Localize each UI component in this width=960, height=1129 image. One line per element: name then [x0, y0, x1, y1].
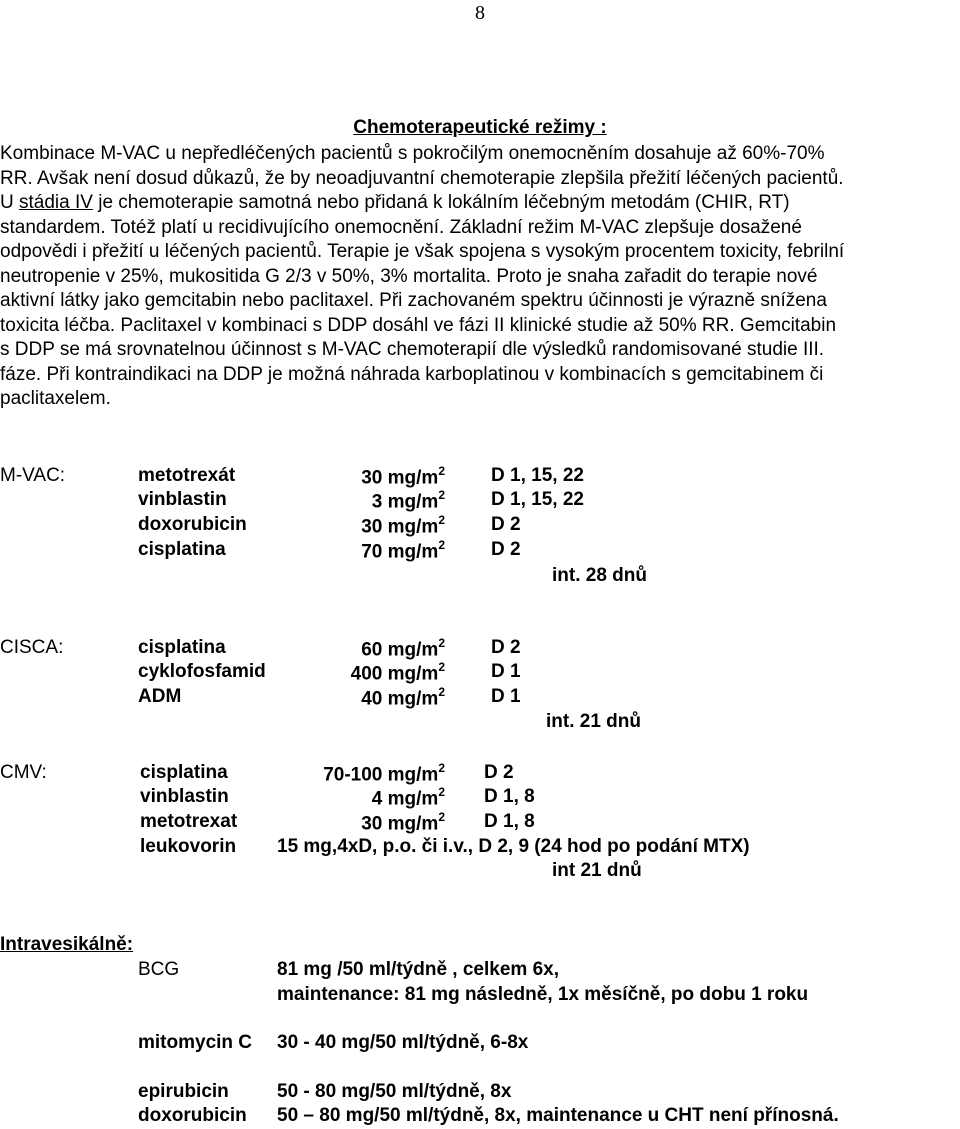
- drug-day: D 1: [491, 686, 521, 707]
- drug-day: D 2: [491, 539, 521, 560]
- drug-name: epirubicin: [138, 1081, 229, 1102]
- drug-dose: 4 $mg/m^2$: [371, 785, 445, 810]
- paragraph-line: paclitaxelem.: [0, 388, 111, 409]
- regimen-interval: int. 21 dnů: [546, 711, 641, 732]
- drug-name: vinblastin: [140, 786, 229, 807]
- drug-name: metotrexát: [138, 465, 236, 486]
- section-heading: Chemoterapeutické režimy :: [353, 117, 607, 138]
- drug-day: D 1, 15, 22: [491, 465, 584, 486]
- regimen-label: CISCA:: [0, 637, 64, 658]
- regimen-interval: int. 28 dnů: [552, 565, 647, 586]
- paragraph-line: toxicita léčba. Paclitaxel v kombinaci s DDP dosáhl ve fázi II klinické studie až 50% RR. Gemcitabin: [0, 314, 837, 336]
- drug-dosage: maintenance: 81 mg následně, 1x měsíčně, po dobu 1 roku: [277, 984, 809, 1005]
- drug-name: leukovorin: [140, 836, 237, 857]
- paragraph-line: U stádia IV je chemoterapie samotná nebo přidaná k lokálním léčebným metodám (CHIR, RT): [0, 192, 790, 213]
- drug-dosage: 30 - 40 mg/50 ml/týdně, 6-8x: [277, 1032, 529, 1053]
- drug-dose: 15 mg,4xD, p.o. či i.v., D 2, 9 (24 hod po podání MTX): [277, 836, 750, 857]
- drug-name: ADM: [138, 686, 182, 707]
- paragraph-line: s DDP se má srovnatelnou účinnost s M-VAC chemoterapií dle výsledků randomisované studie III.: [0, 339, 825, 360]
- drug-dose: 30 $mg/m^2$: [361, 464, 445, 489]
- drug-name: cisplatina: [138, 539, 226, 560]
- drug-day: D 1, 8: [484, 811, 535, 832]
- drug-name: doxorubicin: [138, 1105, 247, 1126]
- regimen-label: CMV:: [0, 762, 47, 783]
- paragraph-line: standardem. Totéž platí u recidivujícího onemocnění. Základní režim M-VAC zlepšuje dosažené: [0, 216, 802, 238]
- drug-dose: 40 $mg/m^2$: [361, 685, 445, 710]
- drug-name: cyklofosfamid: [138, 661, 266, 682]
- intro-paragraph: [0, 142, 960, 412]
- regimen-label: M-VAC:: [0, 465, 66, 486]
- drug-dose: 70 $mg/m^2$: [361, 538, 445, 563]
- drug-day: D 2: [484, 762, 514, 783]
- drug-dosage: 50 – 80 mg/50 ml/týdně, 8x, maintenance u CHT není přínosná.: [277, 1105, 839, 1126]
- paragraph-line: RR. Avšak není dosud důkazů, že by neoadjuvantní chemoterapie zlepšila přežití léčených pacientů.: [0, 167, 844, 189]
- drug-name: BCG: [138, 959, 180, 980]
- drug-dose: 70-100 $mg/m^2$: [323, 761, 445, 786]
- drug-day: D 2: [491, 514, 521, 535]
- drug-day: D 2: [491, 637, 521, 658]
- drug-day: D 1, 15, 22: [491, 489, 584, 510]
- drug-name: mitomycin C: [138, 1032, 253, 1053]
- drug-day: D 1, 8: [484, 786, 535, 807]
- regimen-interval: int 21 dnů: [552, 860, 642, 881]
- paragraph-line: Kombinace M-VAC u nepředléčených pacientů s pokročilým onemocněním dosahuje až 60%-70%: [0, 143, 825, 164]
- drug-dose: 3 $mg/m^2$: [371, 488, 445, 513]
- drug-dose: 30 $mg/m^2$: [361, 810, 445, 835]
- drug-name: cisplatina: [140, 762, 228, 783]
- page-number: 8: [475, 2, 485, 24]
- section-label: Intravesikálně:: [0, 934, 134, 955]
- paragraph-line: fáze. Při kontraindikaci na DDP je možná náhrada karboplatinou v kombinacích s gemcitabinem či: [0, 363, 824, 385]
- drug-name: vinblastin: [138, 489, 227, 510]
- paragraph-line: odpovědi i přežití u léčených pacientů. Terapie je však spojena s vysokým procentem toxicity, febrilní: [0, 241, 845, 262]
- underlined-term: stádia IV: [19, 192, 93, 213]
- paragraph-line: neutropenie v 25%, mukositida G 2/3 v 50%, 3% mortalita. Proto je snaha zařadit do terapie nové: [0, 265, 818, 287]
- drug-name: cisplatina: [138, 637, 226, 658]
- drug-dose: 30 $mg/m^2$: [361, 513, 445, 538]
- drug-dosage: 50 - 80 mg/50 ml/týdně, 8x: [277, 1081, 512, 1102]
- drug-dose: 400 $mg/m^2$: [350, 660, 445, 685]
- drug-name: doxorubicin: [138, 514, 247, 535]
- paragraph-line: aktivní látky jako gemcitabin nebo paclitaxel. Při zachovaném spektru účinnosti je výrazně snížena: [0, 290, 827, 311]
- drug-name: metotrexat: [140, 811, 238, 832]
- drug-dosage: 81 mg /50 ml/týdně , celkem 6x,: [277, 959, 559, 980]
- drug-dose: 60 $mg/m^2$: [361, 636, 445, 661]
- drug-day: D 1: [491, 661, 521, 682]
